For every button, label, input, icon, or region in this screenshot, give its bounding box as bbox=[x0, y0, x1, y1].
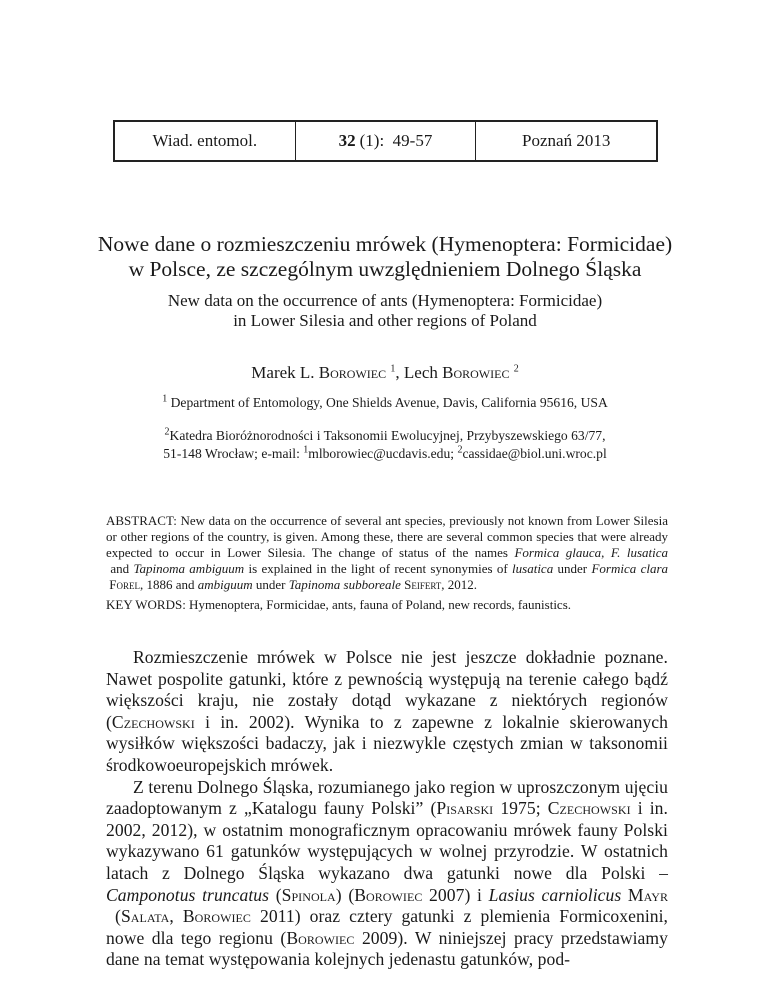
author-citation: Borowiec bbox=[354, 884, 423, 905]
species-name: Tapinoma subboreale bbox=[288, 577, 401, 592]
email-1-sup: 1 bbox=[303, 444, 309, 456]
species-name: ambiguum bbox=[197, 577, 253, 592]
abstract-text: , bbox=[601, 545, 611, 560]
paragraph-text: 2007) i bbox=[422, 884, 489, 905]
paragraph-text: Z terenu Dolnego Śląska, rozumianego jako region w uproszczonym ujęciu zaadoptowanym z „Katalogu fauny Polski” ( bbox=[106, 776, 668, 819]
affiliation-2-line-1: Katedra Bioróżnorodności i Taksonomii Ewolucyjnej, Przybyszewskiego 63/77, bbox=[169, 428, 606, 443]
title-polish bbox=[80, 232, 690, 282]
species-name: Lasius carniolicus bbox=[488, 884, 622, 905]
authors-line bbox=[100, 363, 670, 383]
author-citation: Spinola bbox=[281, 884, 336, 905]
body-text bbox=[106, 647, 668, 971]
affiliation-1-sup: 1 bbox=[162, 393, 168, 405]
author-citation: Seifert bbox=[404, 577, 442, 592]
issue-pages: (1): 49-57 bbox=[359, 131, 433, 150]
abstract-text: under bbox=[553, 561, 592, 576]
affiliation-1 bbox=[70, 394, 700, 412]
species-name: F. lusatica bbox=[610, 545, 669, 560]
paragraph-text: 2011) oraz cztery gatunki z plemienia Formicoxenini, nowe dla tego regionu ( bbox=[106, 906, 668, 948]
paragraph-text: ( bbox=[106, 906, 121, 927]
author-citation: Pisarski bbox=[436, 798, 494, 819]
paragraph-text: i in. 2002, 2012), w ostatnim monograficznym opracowaniu mrówek fauny Polski wykazywano 61 gatunków występujących w wolnej przyrodzie. W ostatnich latach z Dolnego Śląska wykazano dwa gatunki nowe dla Polski – bbox=[106, 798, 668, 883]
keywords: KEY WORDS: Hymenoptera, Formicidae, ants, fauna of Poland, new records, faunistics. bbox=[106, 597, 572, 612]
affiliation-2-line-2: 51-148 Wrocław; e-mail: bbox=[163, 446, 304, 461]
author-citation: Borowiec bbox=[182, 906, 251, 927]
abstract-text: is explained in the light of recent synonymies of bbox=[244, 561, 513, 576]
author-1-last: Borowiec bbox=[318, 363, 387, 382]
paragraph-text: ) ( bbox=[335, 884, 355, 905]
species-name: lusatica bbox=[512, 561, 554, 576]
author-citation: Salata bbox=[120, 906, 170, 927]
species-name: Camponotus truncatus bbox=[106, 884, 270, 905]
place-year-cell bbox=[476, 122, 656, 160]
volume-number: 32 bbox=[338, 131, 356, 150]
title-polish-line-2: w Polsce, ze szczególnym uwzględnieniem Dolnego Śląska bbox=[128, 257, 642, 281]
paragraph-text: , bbox=[169, 906, 183, 927]
author-citation: Forel bbox=[109, 577, 140, 592]
author-citation: Mayr bbox=[627, 884, 668, 905]
author-citation: Borowiec bbox=[286, 927, 355, 948]
title-english-line-1: New data on the occurrence of ants (Hymenoptera: Formicidae) bbox=[167, 291, 603, 310]
paragraph-text: 1975; bbox=[493, 798, 548, 819]
paragraph-text bbox=[621, 885, 628, 905]
author-citation: Czechowski bbox=[547, 798, 631, 819]
email-2-sup: 2 bbox=[457, 444, 463, 456]
species-name: Formica clara bbox=[591, 561, 669, 576]
email-2: cassidae@biol.uni.wroc.pl bbox=[462, 446, 607, 461]
species-name: Tapinoma ambiguum bbox=[133, 561, 245, 576]
author-separator: , Lech bbox=[395, 363, 443, 382]
affiliation-2 bbox=[70, 427, 700, 463]
journal-name-cell bbox=[115, 122, 296, 160]
journal-header-table bbox=[113, 120, 658, 162]
abstract-text: under bbox=[252, 577, 289, 592]
volume-cell bbox=[296, 122, 477, 160]
abstract-text: , 1886 and bbox=[139, 577, 198, 592]
paragraph-text: 2009). W niniejszej pracy przedstawiamy dane na temat występowania kolejnych jedenastu gatunków, pod- bbox=[106, 927, 668, 970]
paragraph-text: Rozmieszczenie mrówek w Polsce nie jest jeszcze dokładnie poznane. Nawet pospolite gatunki, które z pewnością występują na terenie całego bądź większości kraju, nie zostały dotąd wykazane z niektórych regionów ( bbox=[106, 647, 668, 732]
paragraph-1 bbox=[106, 647, 668, 777]
title-english-line-2: in Lower Silesia and other regions of Poland bbox=[233, 311, 537, 330]
author-2-sup: 2 bbox=[513, 363, 519, 375]
author-2-last: Borowiec bbox=[442, 363, 510, 382]
abstract-text: ABSTRACT: New data on the occurrence of several ant species, previously not known from Lower Silesia or other regions of the country, is given. Among these, there are several common species that were already expected to occur in Lower Silesia. The change of status of the names bbox=[106, 513, 668, 560]
author-1-sup: 1 bbox=[390, 363, 396, 375]
paragraph-text: ( bbox=[269, 884, 282, 905]
author-citation: Czechowski bbox=[111, 711, 195, 732]
abstract bbox=[106, 513, 668, 593]
abstract-text: and bbox=[106, 561, 134, 576]
title-english bbox=[100, 291, 670, 331]
species-name: Formica glauca bbox=[514, 545, 602, 560]
paragraph-text: i in. 2002). Wynika to z zapewne z lokalnie skierowanych wysiłków większości badaczy, jak i niezwykle częstych zmian w taksonomii środkowoeuropejskich mrówek. bbox=[106, 711, 668, 775]
title-polish-line-1: Nowe dane o rozmieszczeniu mrówek (Hymenoptera: Formicidae) bbox=[97, 232, 673, 256]
journal-name: Wiad. entomol. bbox=[152, 131, 258, 150]
place-year: Poznań 2013 bbox=[522, 131, 611, 150]
author-1-first: Marek L. bbox=[251, 363, 319, 382]
affiliation-1-text: Department of Entomology, One Shields Avenue, Davis, California 95616, USA bbox=[170, 395, 608, 410]
email-1: mlborowiec@ucdavis.edu; bbox=[308, 446, 458, 461]
affiliation-2-sup: 2 bbox=[164, 426, 170, 438]
paragraph-2 bbox=[106, 777, 668, 971]
abstract-text: , 2012. bbox=[441, 577, 478, 592]
